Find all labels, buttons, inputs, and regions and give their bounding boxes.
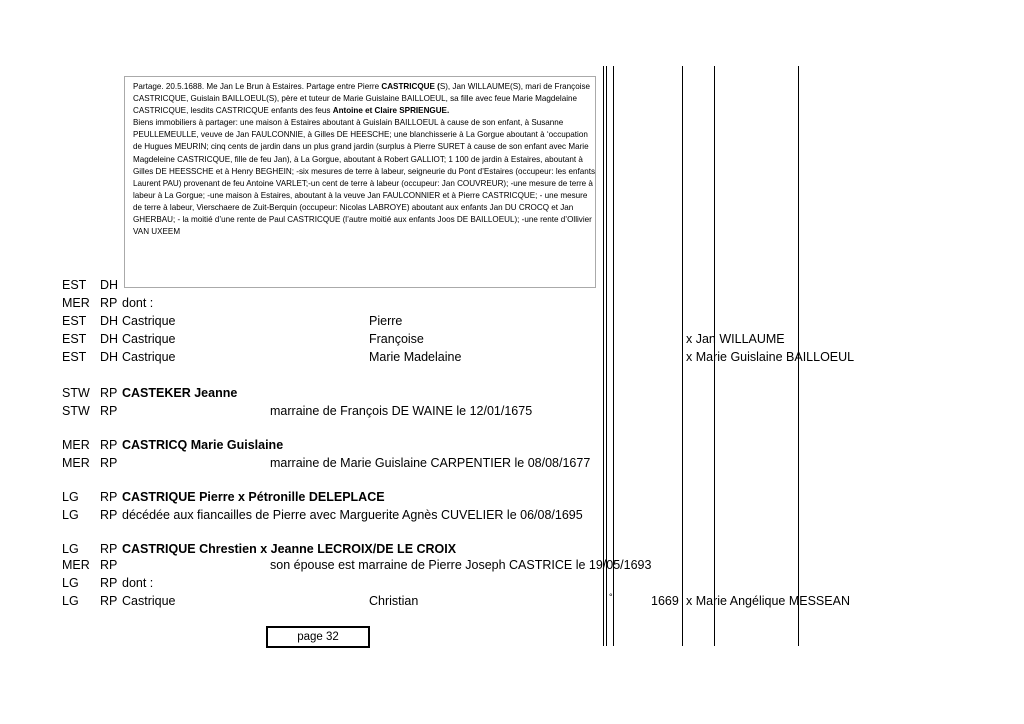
place-code: LG	[62, 594, 79, 608]
place-code: EST	[62, 314, 87, 328]
spouse: x Marie Guislaine BAILLOEUL	[686, 350, 855, 364]
place-code: MER	[62, 456, 90, 470]
entry-text: son épouse est marraine de Pierre Joseph CASTRICE le 19/05/1693	[270, 558, 652, 572]
birth-mark: °	[609, 592, 613, 602]
source-code: RP	[100, 508, 118, 522]
source-code: DH	[100, 278, 119, 292]
surname: Castrique	[122, 350, 176, 364]
source-code: RP	[100, 594, 118, 608]
family-heading: CASTEKER Jeanne	[122, 386, 238, 400]
family-heading: CASTRIQUE Chrestien x Jeanne LECROIX/DE LE CROIX	[122, 542, 457, 556]
spouse: x Marie Angélique MESSEAN	[686, 594, 850, 608]
given-name: Christian	[369, 594, 419, 608]
source-code: RP	[100, 558, 118, 572]
comment-fragment: CASTRICQUE (	[381, 82, 440, 91]
entry-text: marraine de François DE WAINE le 12/01/1675	[270, 404, 533, 418]
spouse: x Jan WILLAUME	[686, 332, 785, 346]
place-code: EST	[62, 278, 87, 292]
source-code: RP	[100, 438, 118, 452]
source-code: RP	[100, 296, 118, 310]
place-code: LG	[62, 490, 79, 504]
place-code: MER	[62, 438, 90, 452]
source-code: DH	[100, 332, 119, 346]
family-heading: CASTRICQ Marie Guislaine	[122, 438, 284, 452]
source-code: RP	[100, 542, 118, 556]
place-code: MER	[62, 296, 90, 310]
page-number: page 32	[266, 626, 370, 648]
given-name: Pierre	[369, 314, 403, 328]
given-name: Marie Madelaine	[369, 350, 462, 364]
entry-text: dont :	[122, 576, 154, 590]
place-code: MER	[62, 558, 90, 572]
place-code: LG	[62, 542, 79, 556]
place-code: STW	[62, 386, 90, 400]
place-code: EST	[62, 350, 87, 364]
source-code: RP	[100, 386, 118, 400]
surname: Castrique	[122, 332, 176, 346]
source-code: RP	[100, 490, 118, 504]
comment-body: Biens immobiliers à partager: une maison à Estaires aboutant à Guislain BAILLOEUL à cause de son enfant, à Susanne PEULLEMEULLE, veuve de Jan FAULCONNIE, à Gilles DE HEESCHE; une blanchisserie à La Gorgue aboutant à ‘occupation de Hugues MEURIN; cinq cents de jardin dans un plus grand jardin (surplus à Pierre SURET à cause de son enfant avec Marie Magdeleine CASTRICQUE, fille de feu Jan), à La Gorgue, aboutant à Robert GALLIOT; 1 100 de jardin à Estaires, aboutant à Gilles DE HEESSCHE et à Henry BEGHEIN; -six mesures de terre à labeur, seigneurie du Pont d’Estaires (occupeur: les enfants Laurent PAU) provenant de feu Antoine VARLET;-un cent de terre à labeur (occupeur: Jan COUVREUR); -une mesure de terre à labeur à La Gorgue; -une maison à Estaires, aboutant à la veuve Jan FAULCONNIER et à Pierre CASTRICQUE; - une mesure de terre à labeur, Vierschaere de Zuit-Berquin (occupeur: Nicolas LABROYE) aboutant aux enfants Jan DU CROCQ et Jan GHERBAU; - la moitié d’une rente de Paul CASTRICQUE (l’autre moitié aux enfants Joos DE BAILLOEUL); -une rente d’Ollivier VAN UXEEM	[133, 118, 595, 237]
comment-fragment: S), Jan WILLAUME(S), mari de Françoise CASTRICQUE, Guislain BAILLOEUL(S), père et tuteur de Marie Guislaine BAILLOEUL, sa fille avec feue Marie Magdelaine CASTRICQUE, lesdits CASTRICQUE enfants des feus	[133, 82, 591, 116]
comment-fragment: Partage. 20.5.1688. Me Jan Le Brun à Estaires. Partage entre Pierre	[133, 82, 382, 91]
given-name: Françoise	[369, 332, 424, 346]
family-heading: CASTRIQUE Pierre x Pétronille DELEPLACE	[122, 490, 385, 504]
source-code: RP	[100, 404, 118, 418]
entry-text: dont :	[122, 296, 154, 310]
entry-text: marraine de Marie Guislaine CARPENTIER le 08/08/1677	[270, 456, 591, 470]
source-code: DH	[100, 314, 119, 328]
source-code: RP	[100, 576, 118, 590]
source-code: RP	[100, 456, 118, 470]
surname: Castrique	[122, 314, 176, 328]
place-code: STW	[62, 404, 90, 418]
source-code: DH	[100, 350, 119, 364]
column-rule	[682, 66, 683, 646]
place-code: LG	[62, 576, 79, 590]
comment-text	[133, 81, 595, 117]
place-code: EST	[62, 332, 87, 346]
entry-text: décédée aux fiancailles de Pierre avec Marguerite Agnès CUVELIER le 06/08/1695	[122, 508, 583, 522]
comment-fragment: Antoine et Claire SPRIENGUE.	[332, 106, 450, 116]
comment-popup[interactable]	[124, 76, 596, 288]
place-code: LG	[62, 508, 79, 522]
surname: Castrique	[122, 594, 176, 608]
marriage-year: 1669	[651, 594, 679, 608]
